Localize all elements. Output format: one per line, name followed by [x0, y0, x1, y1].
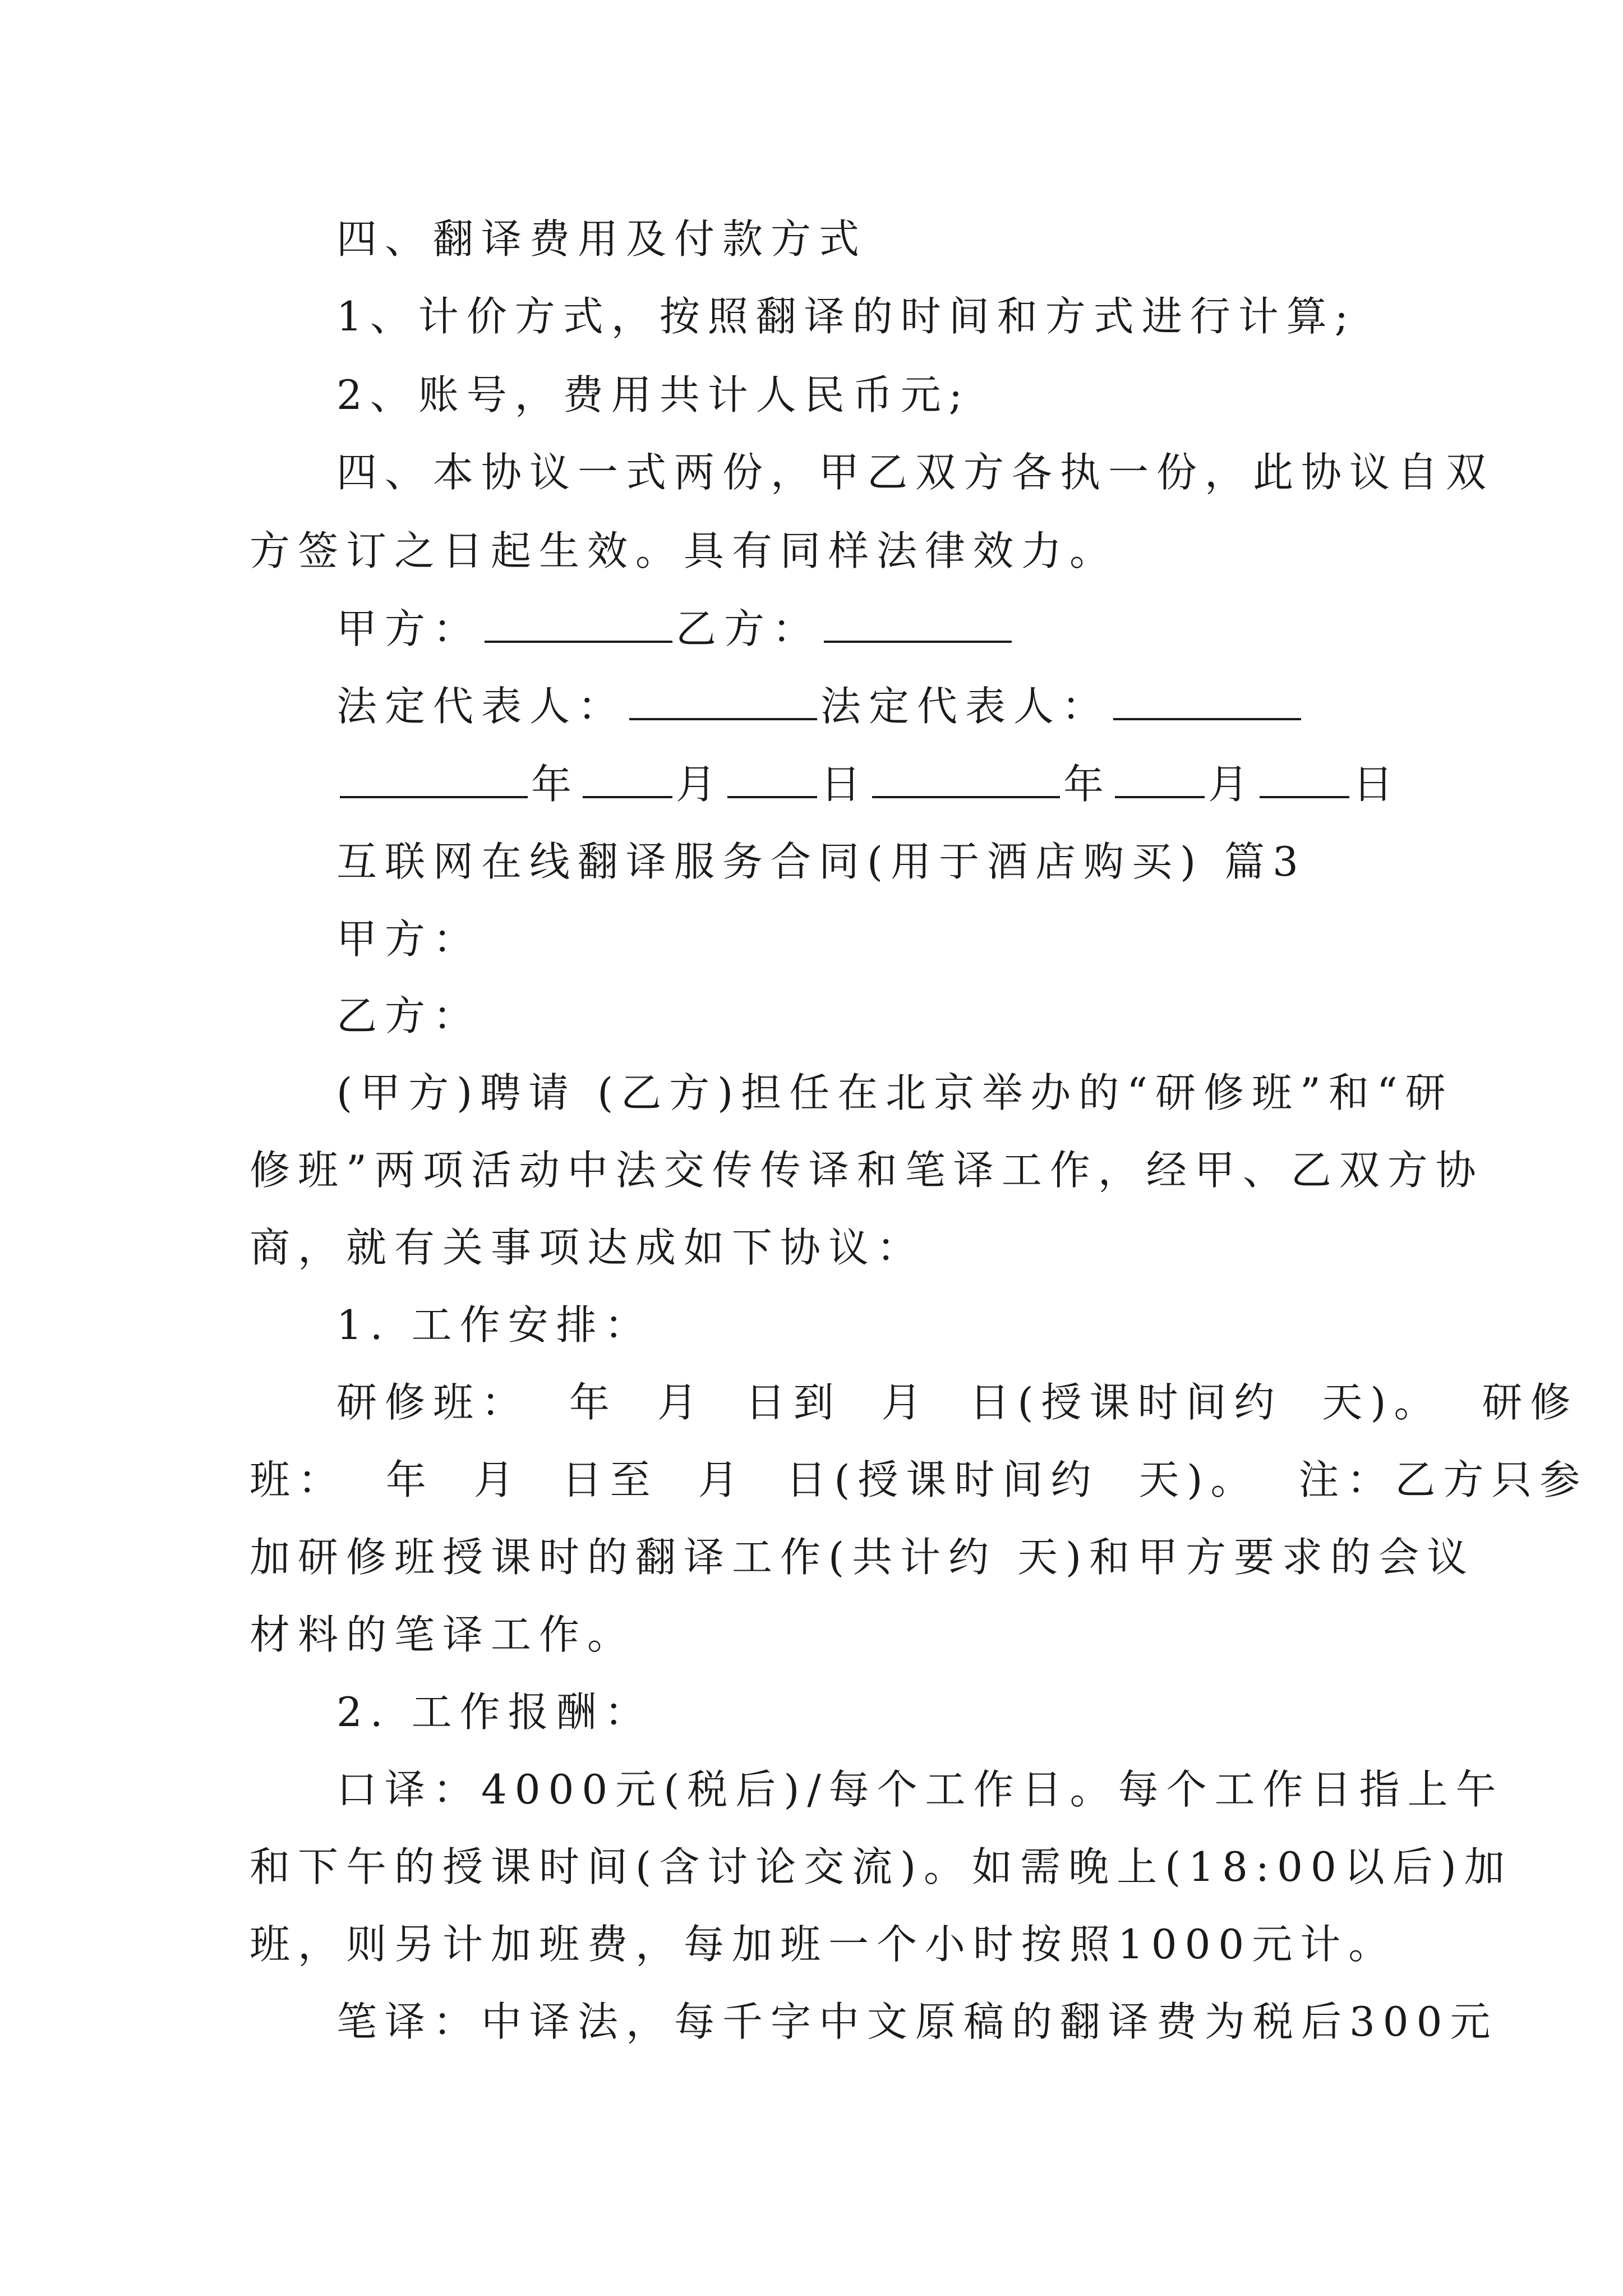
section-heading: 1. 工作安排：: [336, 1301, 653, 1349]
rep-a-label: 法定代表人：: [336, 683, 626, 730]
year-blank: [872, 793, 1060, 798]
section-heading: 2. 工作报酬：: [336, 1688, 653, 1736]
fee-paragraph: 笔译：中译法，每千字中文原稿的翻译费为税后300元: [336, 1998, 1498, 2045]
intro-paragraph-cont: 商，就有关事项达成如下协议：: [250, 1224, 925, 1271]
party-a-line: 甲方：: [336, 915, 482, 963]
section-heading: 四、翻译费用及付款方式: [336, 215, 868, 263]
intro-paragraph: (甲方)聘请 (乙方)担任在北京举办的“研修班”和“研: [336, 1069, 1454, 1116]
clause-item: 1、计价方式，按照翻译的时间和方式进行计算;: [336, 293, 1357, 340]
day-label: 日: [820, 761, 869, 808]
rep-b-label: 法定代表人：: [820, 683, 1110, 730]
rep-a-blank: [629, 715, 817, 720]
fee-paragraph: 口译：4000元(税后)/每个工作日。每个工作日指上午: [336, 1766, 1504, 1813]
year-label: 年: [1063, 761, 1112, 808]
party-b-line: 乙方：: [336, 992, 482, 1039]
day-blank: [1260, 793, 1349, 798]
day-label: 日: [1353, 761, 1401, 808]
schedule-paragraph: 研修班： 年 月 日到 月 日(授课时间约 天)。 研修: [336, 1379, 1579, 1426]
year-label: 年: [531, 761, 580, 808]
fee-paragraph-cont: 和下午的授课时间(含讨论交流)。如需晚上(18:00以后)加: [250, 1843, 1513, 1890]
date-signature-line: [336, 761, 1401, 808]
party-b-label: 乙方：: [676, 605, 821, 652]
clause-item: 2、账号，费用共计人民币元;: [336, 371, 971, 418]
fee-paragraph-cont: 班，则另计加班费，每加班一个小时按照1000元计。: [250, 1921, 1397, 1968]
day-blank: [727, 793, 817, 798]
month-blank: [583, 793, 672, 798]
month-blank: [1115, 793, 1205, 798]
intro-paragraph-cont: 修班”两项活动中法交传传译和笔译工作，经甲、乙双方协: [250, 1147, 1484, 1194]
party-a-blank: [485, 637, 672, 643]
rep-b-blank: [1113, 715, 1301, 720]
schedule-paragraph-cont: 加研修班授课时的翻译工作(共计约 天)和甲方要求的会议: [250, 1534, 1476, 1581]
party-signature-line: [336, 605, 1015, 652]
party-a-label: 甲方：: [336, 605, 482, 652]
month-label: 月: [1208, 761, 1257, 808]
party-b-blank: [824, 637, 1012, 643]
clause-paragraph: 四、本协议一式两份，甲乙双方各执一份，此协议自双: [336, 449, 1495, 496]
contract-title: 互联网在线翻译服务合同(用于酒店购买) 篇3: [336, 838, 1306, 885]
year-blank: [340, 793, 528, 798]
schedule-paragraph-cont: 材料的笔译工作。: [250, 1611, 636, 1658]
month-label: 月: [676, 761, 725, 808]
representative-signature-line: [336, 683, 1304, 730]
schedule-paragraph-cont: 班： 年 月 日至 月 日(授课时间约 天)。 注：乙方只参: [250, 1456, 1588, 1503]
clause-paragraph-cont: 方签订之日起生效。具有同样法律效力。: [250, 527, 1118, 574]
